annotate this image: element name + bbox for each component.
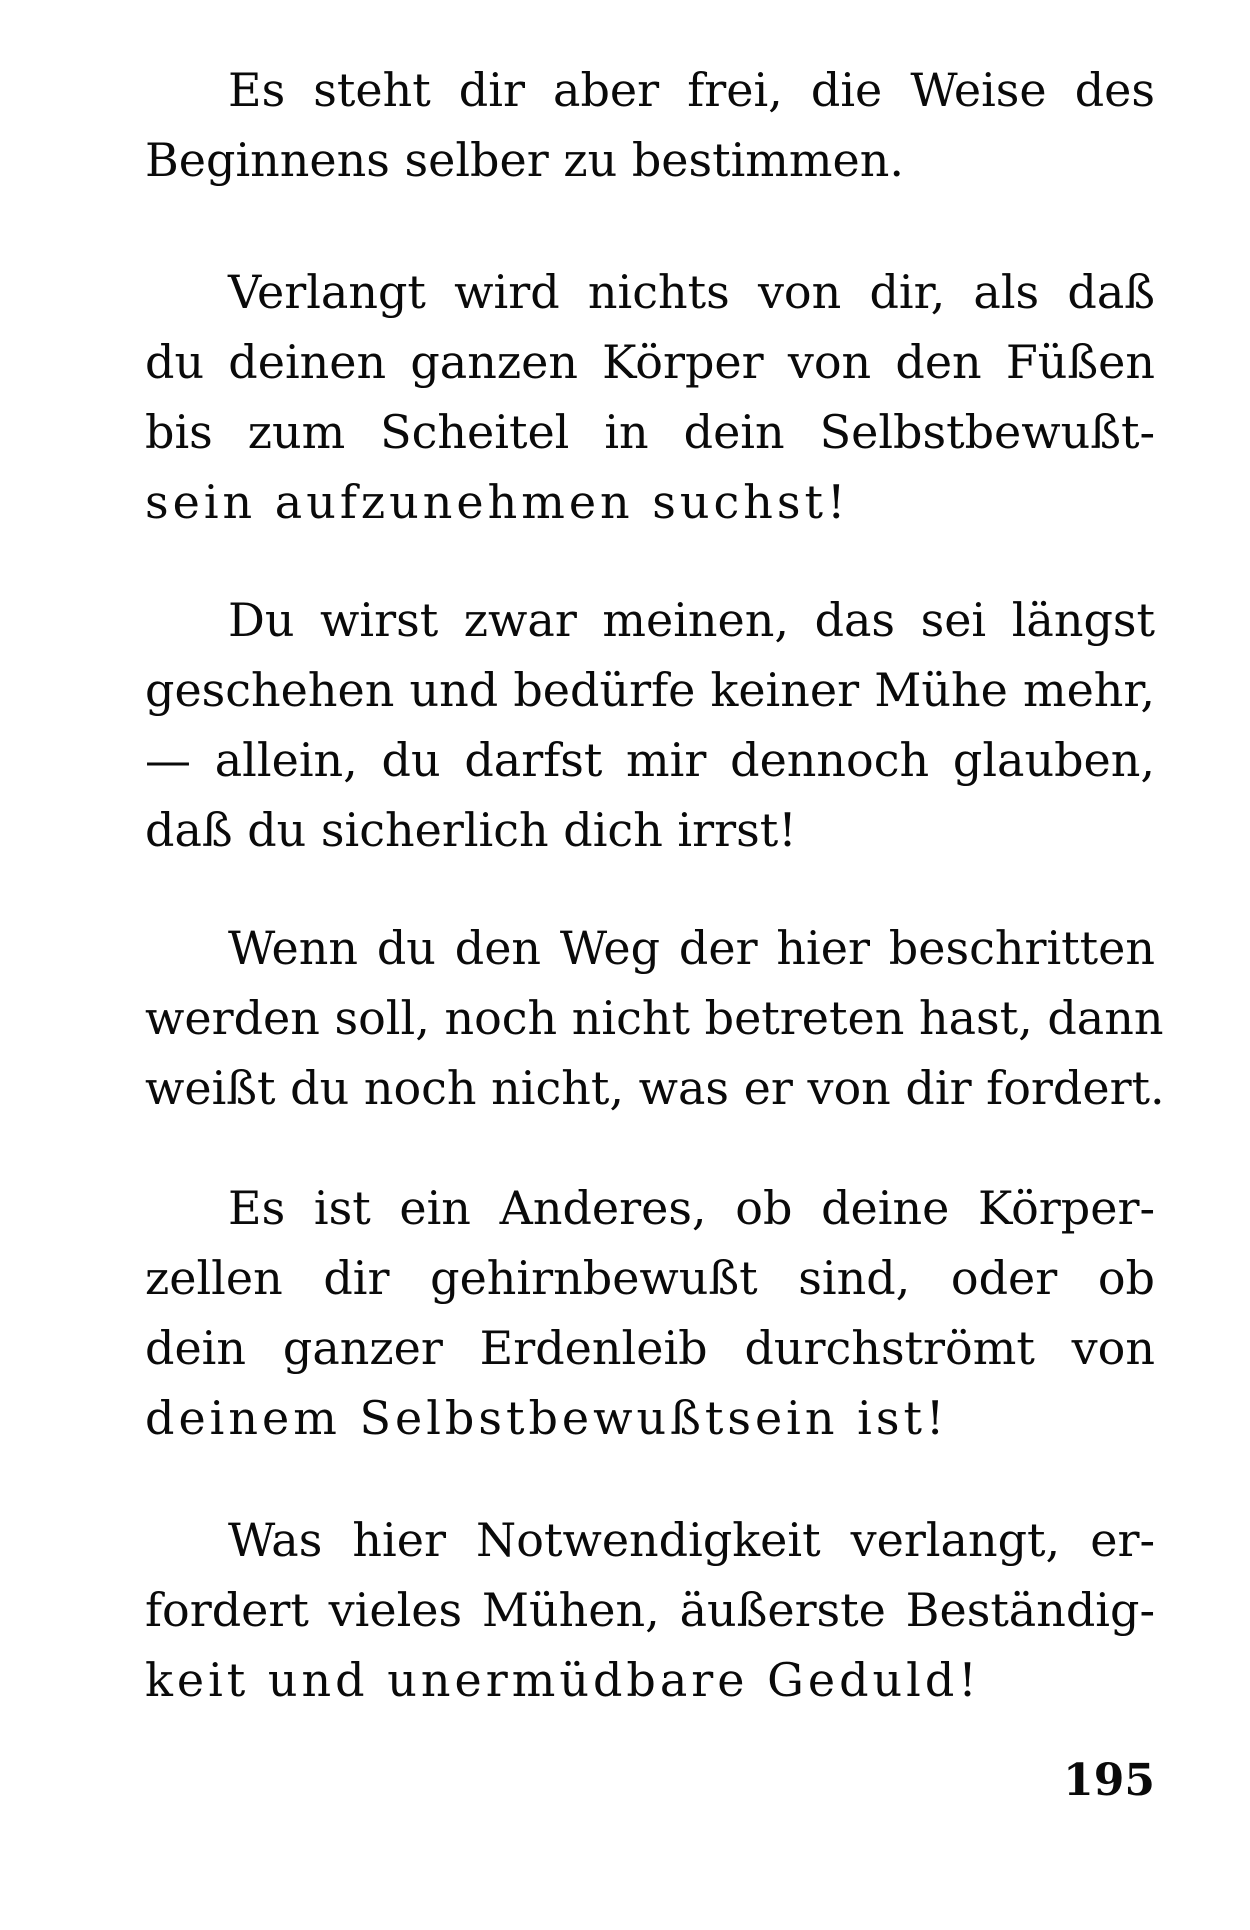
paragraph-3-line-3: — allein, du darfst mir dennoch glauben,	[145, 733, 1155, 787]
paragraph-4-line-3: weißt du noch nicht, was er von dir fordert.	[145, 1061, 1165, 1115]
paragraph-4-line-2: werden soll, noch nicht betreten hast, dann	[145, 991, 1164, 1045]
paragraph-1-line-2: Beginnens selber zu bestimmen.	[145, 133, 904, 187]
paragraph-5-line-2: zellen dir gehirnbewußt sind, oder ob	[145, 1251, 1155, 1305]
paragraph-3-line-1: Du wirst zwar meinen, das sei längst	[228, 593, 1155, 647]
paragraph-5-line-1: Es ist ein Anderes, ob deine Körper-	[228, 1181, 1155, 1235]
paragraph-2-line-4: sein aufzunehmen suchst!	[145, 475, 850, 529]
paragraph-5-line-4: deinem Selbstbewußtsein ist!	[145, 1391, 949, 1445]
paragraph-2-line-1: Verlangt wird nichts von dir, als daß	[228, 265, 1155, 319]
paragraph-6-line-1: Was hier Notwendigkeit verlangt, er-	[228, 1513, 1155, 1567]
paragraph-3-line-4: daß du sicherlich dich irrst!	[145, 803, 797, 857]
paragraph-2-line-2: du deinen ganzen Körper von den Füßen	[145, 335, 1155, 389]
paragraph-6-line-2: fordert vieles Mühen, äußerste Beständig-	[145, 1583, 1155, 1637]
paragraph-1-line-1: Es steht dir aber frei, die Weise des	[228, 63, 1155, 117]
paragraph-5-line-3: dein ganzer Erdenleib durchströmt von	[145, 1321, 1155, 1375]
paragraph-4-line-1: Wenn du den Weg der hier beschritten	[228, 921, 1155, 975]
paragraph-3-line-2: geschehen und bedürfe keiner Mühe mehr,	[145, 663, 1155, 717]
page-number: 195	[1063, 1755, 1155, 1806]
paragraph-6-line-3: keit und unermüdbare Geduld!	[145, 1653, 981, 1707]
paragraph-2-line-3: bis zum Scheitel in dein Selbstbewußt-	[145, 405, 1155, 459]
